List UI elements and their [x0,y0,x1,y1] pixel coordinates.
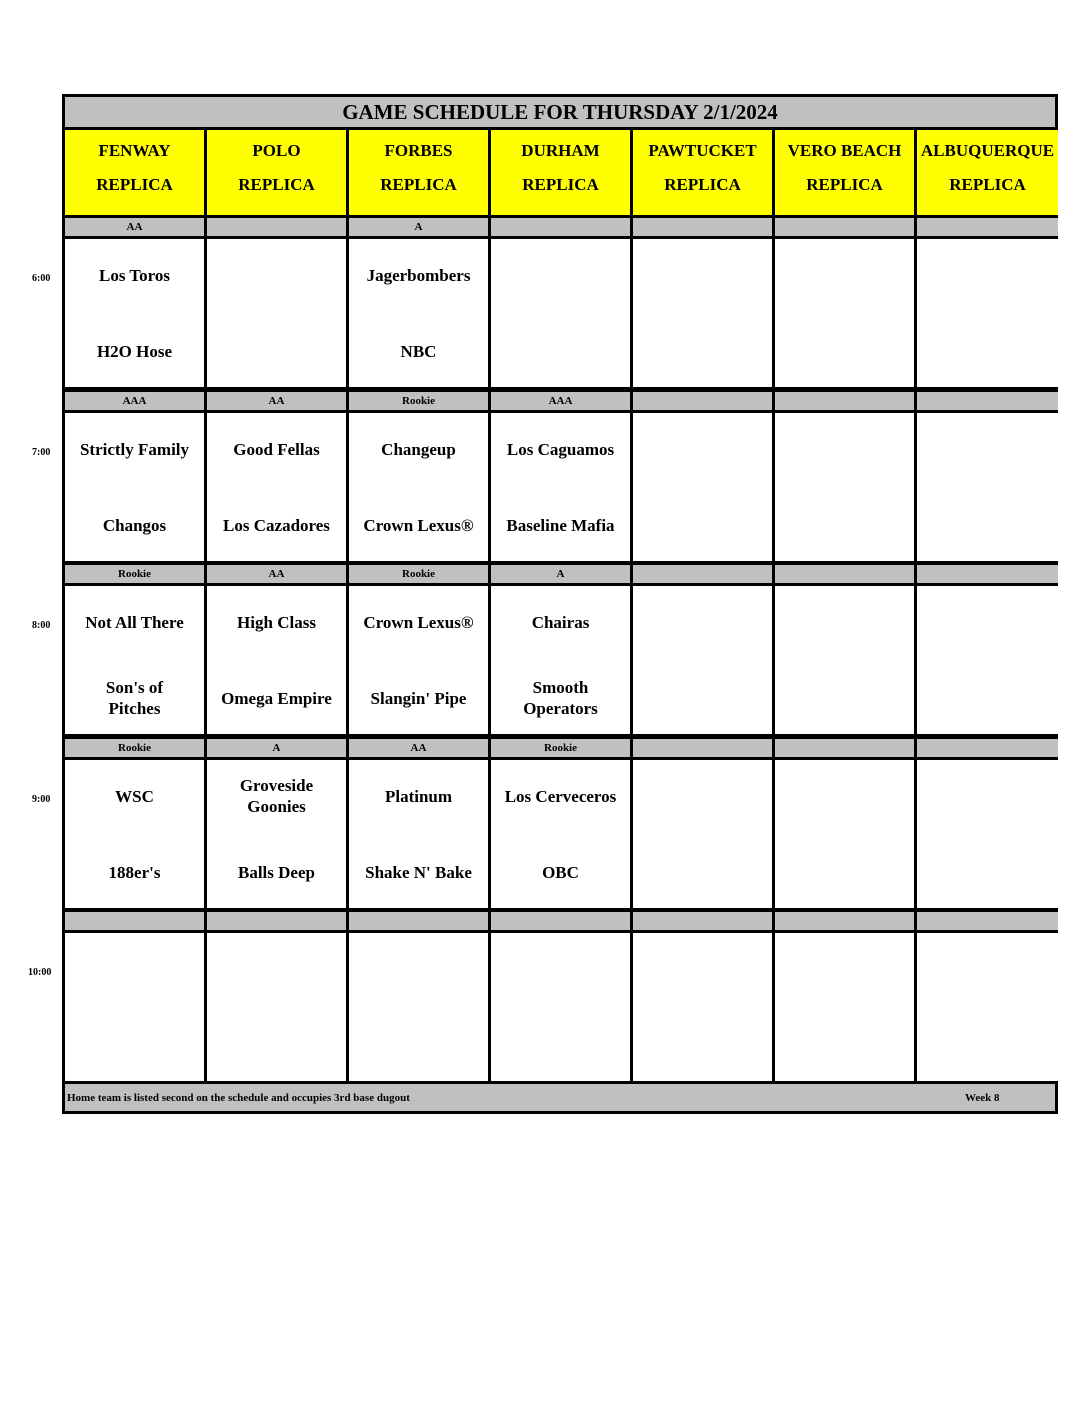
time-labels [0,0,62,1408]
time-label: 9:00 [32,794,51,805]
field-name: DURHAM [521,141,600,160]
division-cell: AA [65,218,204,236]
division-cell [633,392,772,410]
game-cell [349,933,488,1081]
division-cell [917,565,1058,583]
game-cell [65,760,204,908]
game-cell [917,760,1058,908]
division-cell [775,218,914,236]
game-cell [775,239,914,387]
division-cell [65,912,204,930]
division-cell: AA [349,739,488,757]
time-label: 10:00 [28,967,52,978]
schedule-title: GAME SCHEDULE FOR THURSDAY 2/1/2024 [65,97,1055,127]
away-team: Platinum [384,787,453,806]
home-team: Baseline Mafia [506,516,615,535]
division-cell: AA [207,565,346,583]
away-team: WSC [115,787,154,806]
field-type: REPLICA [806,175,883,194]
field-type: REPLICA [96,175,173,194]
game-cell [633,239,772,387]
away-team: Jagerbombers [366,266,471,285]
game-cell [491,239,630,387]
schedule-footer [65,1084,1055,1111]
game-cell [65,933,204,1081]
field-type: REPLICA [664,175,741,194]
home-team: Smooth Operators [523,678,598,718]
division-cell [775,392,914,410]
division-cell: AAA [65,392,204,410]
field-header [775,130,914,215]
field-header [207,130,346,215]
game-cell [207,413,346,561]
division-cell: Rookie [65,739,204,757]
game-cell [491,760,630,908]
away-team: Crown Lexus® [363,613,474,632]
division-cell: Rookie [349,565,488,583]
game-cell [633,413,772,561]
home-team: OBC [542,863,579,882]
field-type: REPLICA [238,175,315,194]
division-cell [633,218,772,236]
division-cell [917,392,1058,410]
field-header [349,130,488,215]
division-cell: Rookie [65,565,204,583]
division-cell [491,912,630,930]
home-team: Balls Deep [238,863,315,882]
field-name: ALBUQUERQUE [920,141,1055,160]
home-team-note: Home team is listed second on the schedule and occupies 3rd base dugout [67,1092,410,1104]
division-cell [775,912,914,930]
game-cell [775,413,914,561]
division-cell: A [207,739,346,757]
game-cell [349,586,488,734]
field-type: REPLICA [949,175,1026,194]
game-cell [633,933,772,1081]
away-team: Good Fellas [233,440,320,459]
division-cell [775,565,914,583]
game-cell [349,413,488,561]
away-team: Los Cerveceros [504,787,617,806]
home-team: NBC [400,342,437,361]
game-cell [917,586,1058,734]
game-cell [491,413,630,561]
time-label: 7:00 [32,447,51,458]
division-cell [349,912,488,930]
schedule-table [62,94,1058,1114]
division-cell [491,218,630,236]
game-cell [775,586,914,734]
game-cell [917,239,1058,387]
home-team: 188er's [108,863,161,882]
home-team: Shake N' Bake [365,863,472,882]
field-header [917,130,1058,215]
home-team: H2O Hose [96,342,173,361]
away-team: Strictly Family [79,440,190,459]
game-cell [917,413,1058,561]
field-type: REPLICA [522,175,599,194]
away-team: High Class [237,613,316,632]
division-cell [775,739,914,757]
division-cell [633,739,772,757]
field-header [633,130,772,215]
home-team: Son's of Pitches [105,678,164,718]
field-name: PAWTUCKET [648,141,757,160]
field-header [491,130,630,215]
division-cell [633,565,772,583]
division-cell: A [349,218,488,236]
game-cell [65,586,204,734]
division-cell [917,739,1058,757]
game-cell [633,586,772,734]
division-cell: AA [207,392,346,410]
away-team: Groveside Goonies [239,776,314,816]
game-cell [633,760,772,908]
field-name: POLO [252,141,301,160]
game-cell [917,933,1058,1081]
game-cell [775,760,914,908]
division-cell [207,912,346,930]
game-cell [491,933,630,1081]
game-cell [207,760,346,908]
game-cell [65,239,204,387]
time-label: 6:00 [32,273,51,284]
game-cell [349,760,488,908]
home-team: Omega Empire [221,689,332,708]
field-name: VERO BEACH [787,141,902,160]
game-cell [207,933,346,1081]
division-cell: Rookie [491,739,630,757]
home-team: Changos [102,516,167,535]
away-team: Not All There [85,613,184,632]
game-cell [207,586,346,734]
division-cell [633,912,772,930]
division-cell [917,912,1058,930]
division-cell: A [491,565,630,583]
field-type: REPLICA [380,175,457,194]
away-team: Chairas [531,613,590,632]
division-cell: AAA [491,392,630,410]
away-team: Los Toros [98,266,171,285]
game-cell [207,239,346,387]
field-name: FENWAY [98,141,171,160]
division-cell: Rookie [349,392,488,410]
field-header [65,130,204,215]
away-team: Changeup [381,440,456,459]
game-cell [65,413,204,561]
game-cell [349,239,488,387]
time-label: 8:00 [32,620,51,631]
away-team: Los Caguamos [506,440,615,459]
game-cell [491,586,630,734]
game-cell [775,933,914,1081]
week-label: Week 8 [965,1092,1000,1104]
home-team: Slangin' Pipe [370,689,467,708]
division-cell [207,218,346,236]
division-cell [917,218,1058,236]
field-name: FORBES [384,141,453,160]
home-team: Los Cazadores [223,516,330,535]
home-team: Crown Lexus® [363,516,474,535]
